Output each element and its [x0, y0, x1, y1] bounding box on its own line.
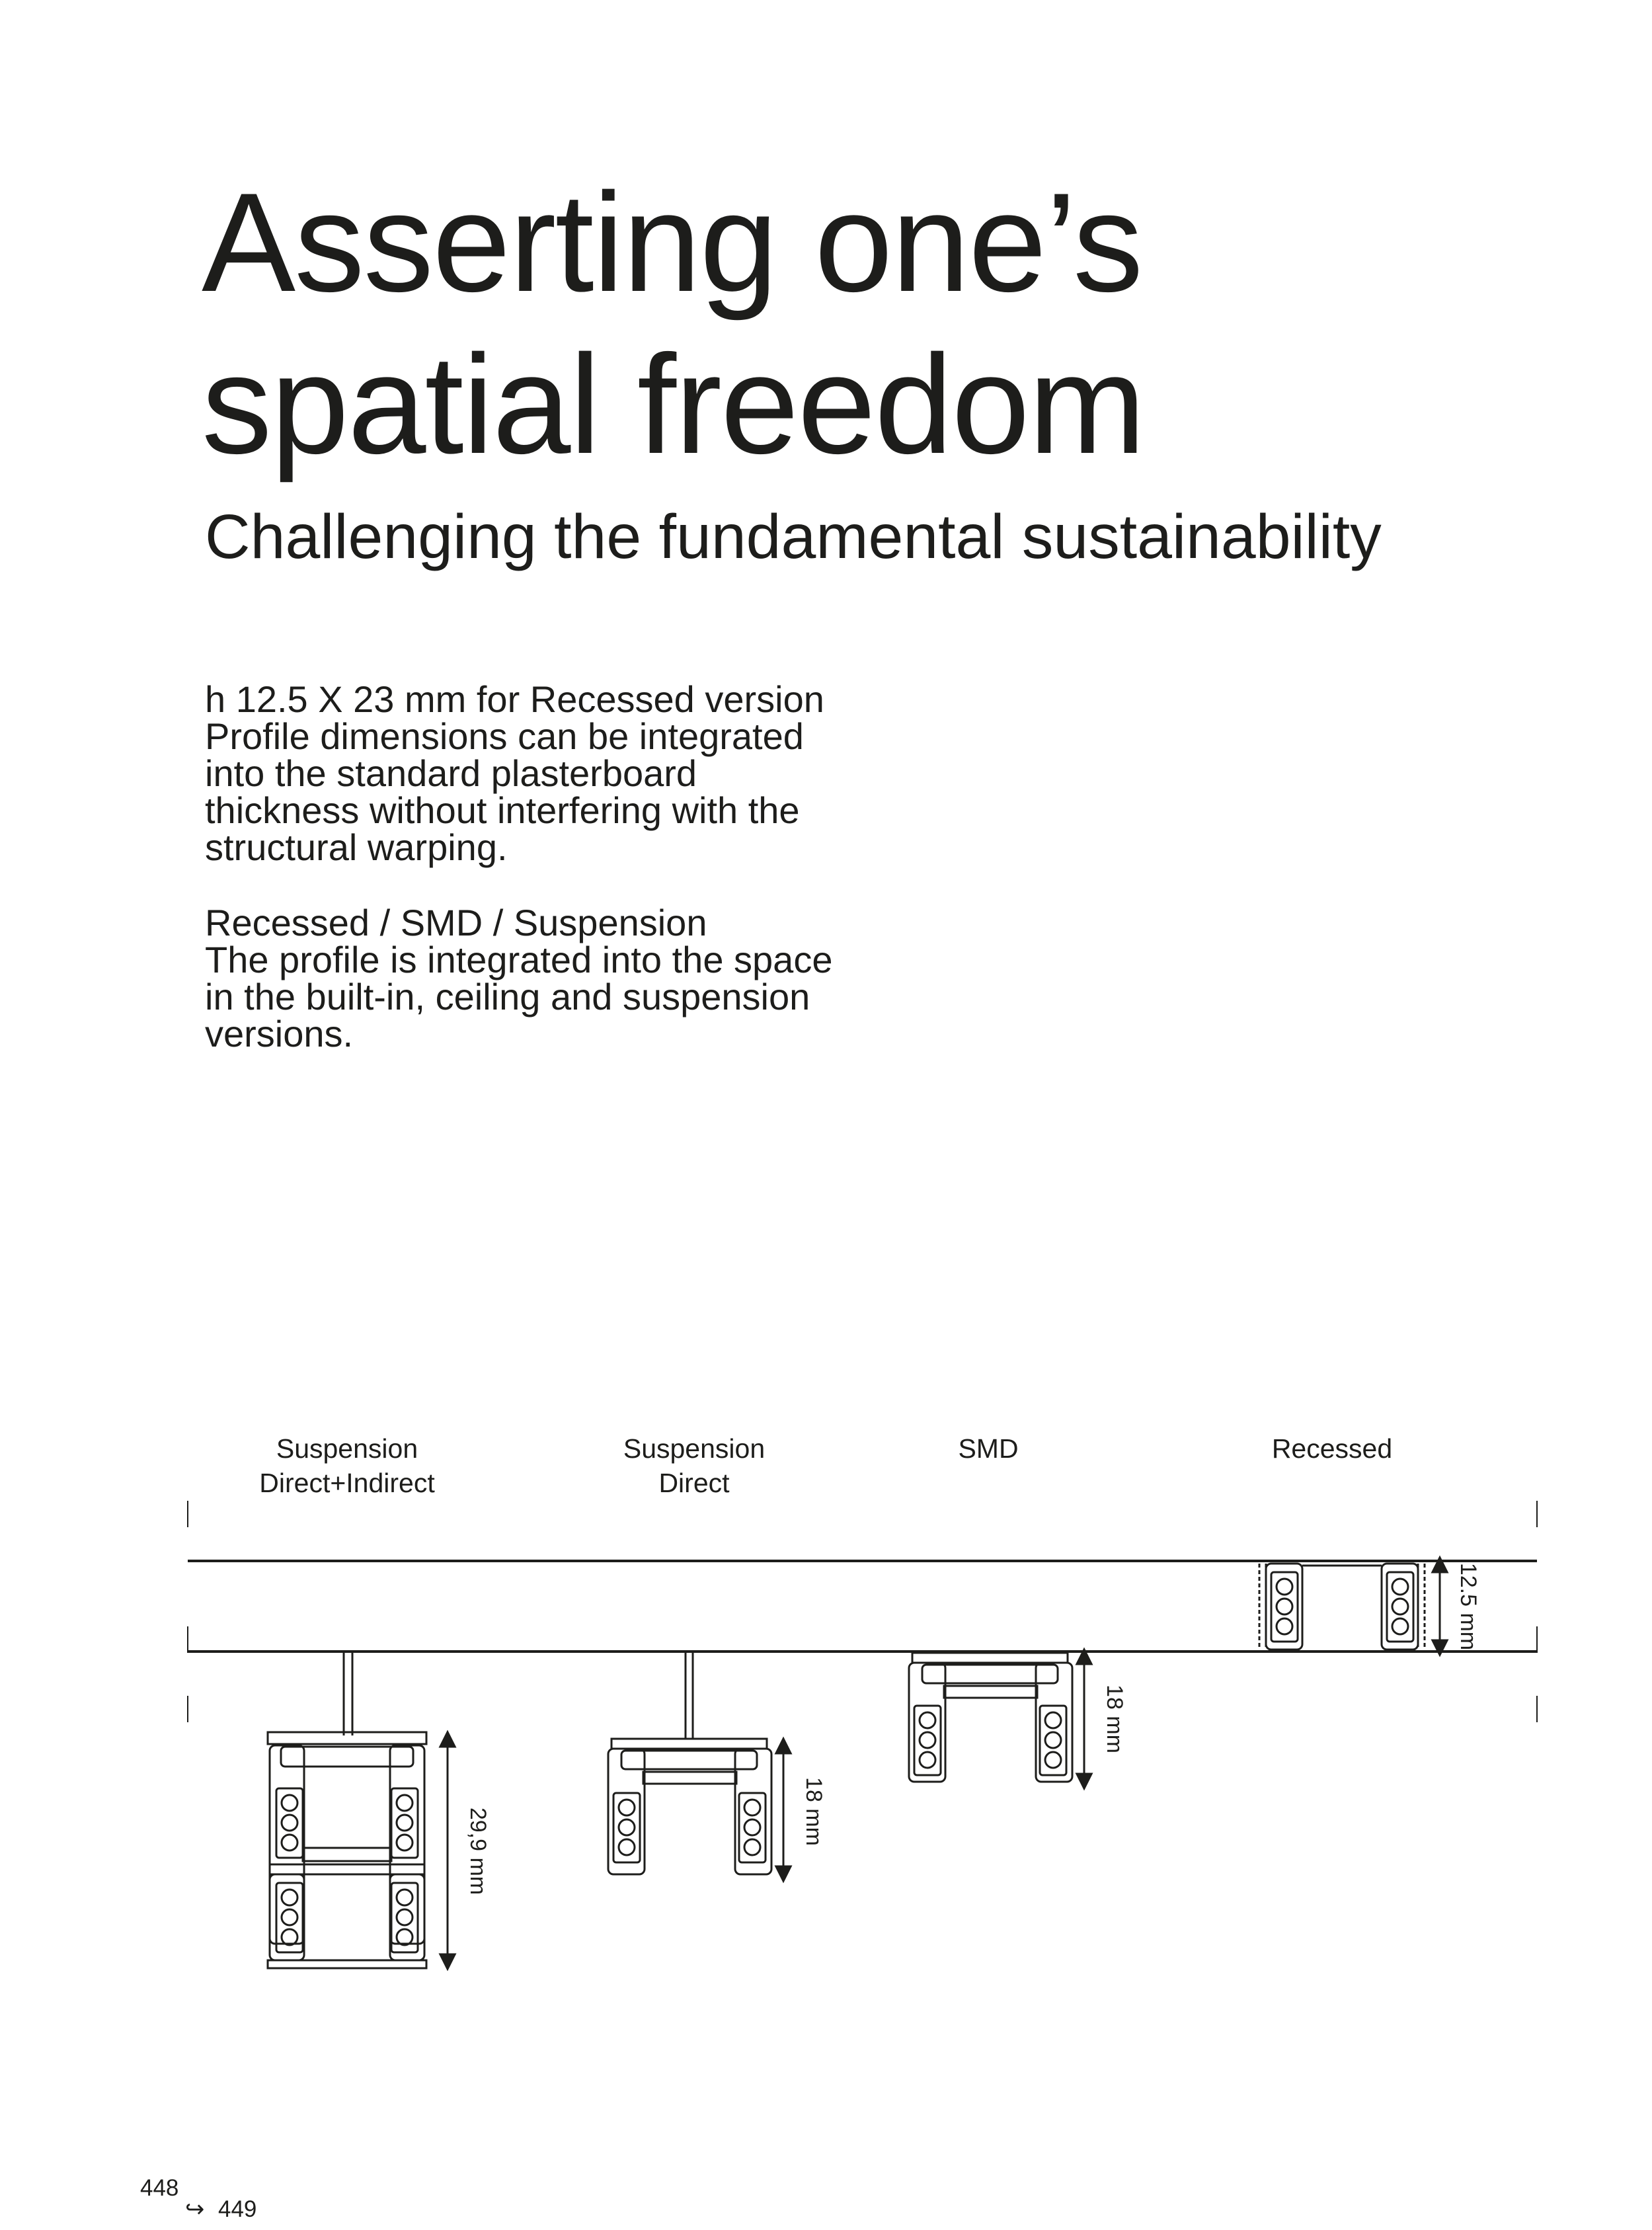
spec-body-line: thickness without interfering with the [205, 789, 800, 831]
profile-smd [909, 1653, 1084, 1782]
dim-label-suspension-direct-indirect: 29,9 mm [465, 1807, 491, 1895]
versions-heading: Recessed / SMD / Suspension [205, 902, 707, 943]
ceiling [188, 1501, 1537, 1722]
profile-suspension-direct-indirect [268, 1652, 448, 1968]
label-line: Suspension [276, 1433, 418, 1464]
dim-label-smd: 18 mm [1102, 1685, 1127, 1753]
page-number-right: 449 [218, 2196, 257, 2222]
label-line: Recessed [1271, 1433, 1393, 1464]
page-number-left: 448 [140, 2175, 179, 2201]
profile-suspension-direct [608, 1652, 783, 1874]
label-line: Direct [658, 1468, 730, 1498]
spec-body-line: into the standard plasterboard [205, 752, 697, 794]
spec-body-line: structural warping. [205, 826, 508, 868]
page-number-arrow-icon: ↪ [185, 2196, 205, 2222]
dim-label-suspension-direct: 18 mm [801, 1777, 826, 1846]
label-line: Direct+Indirect [259, 1468, 435, 1498]
label-line: SMD [958, 1433, 1019, 1464]
spec-heading: h 12.5 X 23 mm for Recessed version [205, 678, 824, 720]
profile-recessed [1259, 1564, 1440, 1650]
page-subtitle: Challenging the fundamental sustainability [205, 502, 1382, 572]
title-line-1: Asserting one’s [202, 164, 1142, 321]
label-line: Suspension [623, 1433, 766, 1464]
versions-body-line: in the built-in, ceiling and suspension [205, 976, 810, 1017]
dim-label-recessed: 12.5 mm [1456, 1562, 1481, 1651]
versions-body-line: The profile is integrated into the space [205, 939, 833, 980]
spec-body-line: Profile dimensions can be integrated [205, 715, 804, 757]
title-line-2: spatial freedom [202, 326, 1145, 483]
versions-body-line: versions. [205, 1013, 354, 1055]
